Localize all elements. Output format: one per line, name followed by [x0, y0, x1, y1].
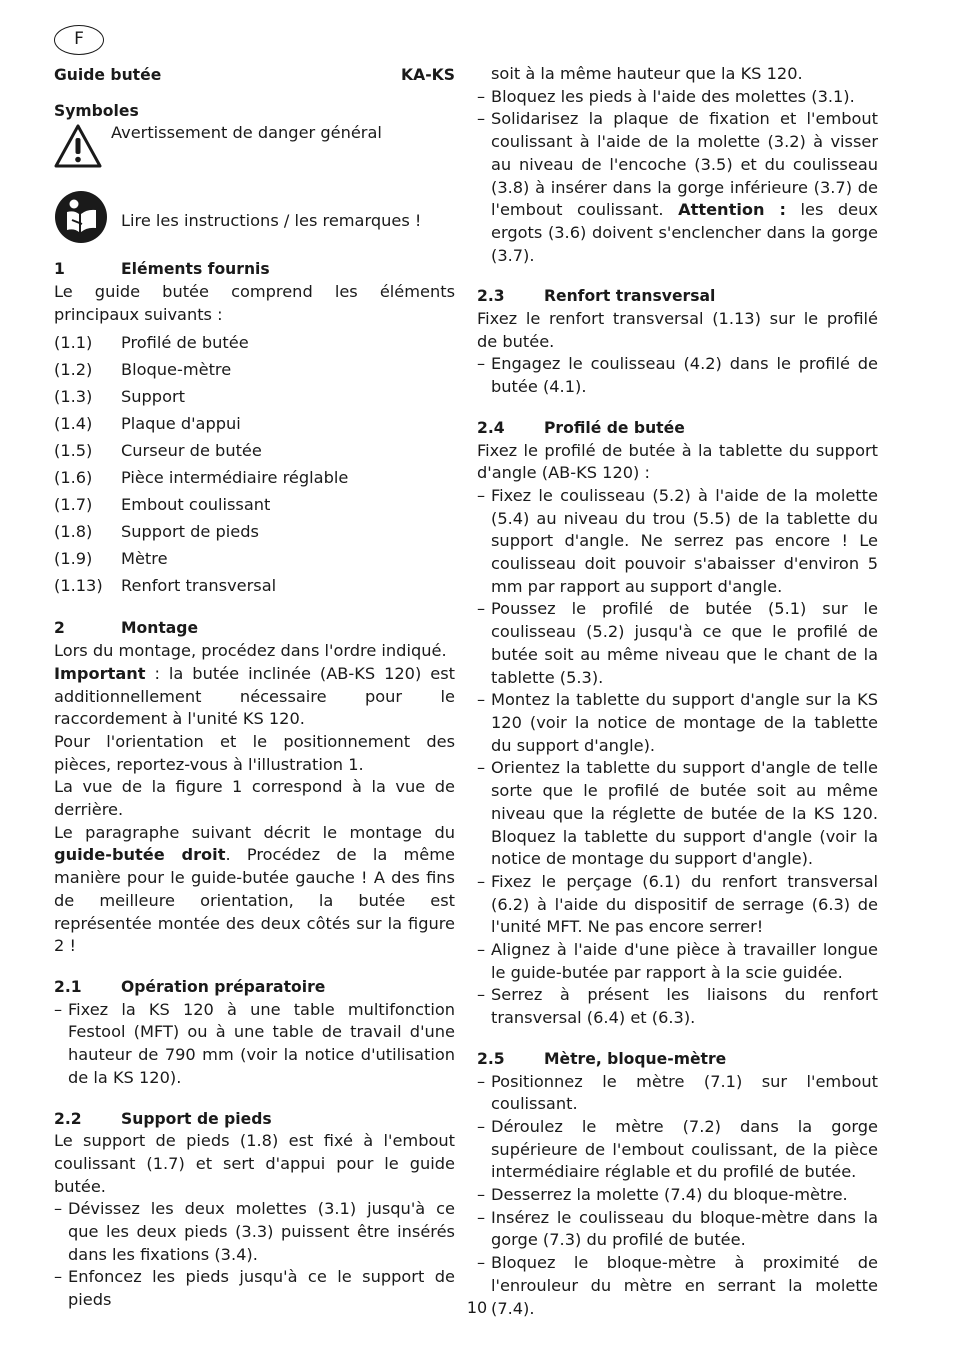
- warning-text: Avertissement de danger général: [111, 123, 382, 143]
- list-item: (1.4) Plaque d'appui: [54, 413, 241, 433]
- list-item: – Orientez la tablette du support d'angle de telle sorte que le profilé de butée soit au même niveau que la réglette de butée de la KS 120. Bloquez la tablette du support d'angle (voir la notice de montage du support d'angle).: [477, 757, 878, 871]
- list-item: – Engagez le coulisseau (4.2) dans le profilé de butée (4.1).: [477, 353, 878, 398]
- important-paragraph: Important : la butée inclinée (AB-KS 120) est additionnellement nécessaire pour le raccordement à l'unité KS 120.: [54, 663, 455, 729]
- list-item: – Serrez à présent les liaisons du renfort transversal (6.4) et (6.3).: [477, 984, 878, 1029]
- section-2-paragraph: Pour l'orientation et le positionnement des pièces, reportez-vous à l'illustration 1.: [54, 731, 455, 774]
- section-2-paragraph: Le paragraphe suivant décrit le montage du guide-butée droit. Procédez de la même manière pour le guide-butée gauche ! A des fins de meilleure orientation, la butée est représentée montée des deux côtés sur la figure 2 !: [54, 822, 455, 956]
- list-item: (1.13) Renfort transversal: [54, 576, 277, 596]
- section-2-1-heading: 2.1 Opération préparatoire: [54, 978, 326, 996]
- read-manual-icon: [54, 190, 108, 244]
- section-2-paragraph: La vue de la figure 1 correspond à la vue de derrière.: [54, 777, 455, 820]
- parts-list: [54, 329, 455, 600]
- list-item: – Montez la tablette du support d'angle sur la KS 120 (voir la notice de montage de la tablette du support d'angle).: [477, 689, 878, 757]
- read-instructions-text: Lire les instructions / les remarques !: [121, 211, 422, 231]
- list-item: – Solidarisez la plaque de fixation et l'embout coulissant à l'aide de la molette (3.2) à visser au niveau de l'encoche (3.5) et du coulisseau (3.8) à insérer dans la gorge inférieure (3.7) de l'embout coulissant. Attention : les deux ergots (3.6) doivent s'enclencher dans la gorge (3.7).: [477, 108, 878, 267]
- page-number: 10: [466, 1298, 488, 1317]
- list-item: – Enfoncez les pieds jusqu'à ce le support de pieds: [54, 1266, 455, 1311]
- list-item: (1.8) Support de pieds: [54, 522, 259, 542]
- left-column: [54, 64, 455, 1312]
- list-item: (1.2) Bloque-mètre: [54, 359, 232, 379]
- language-badge: F: [54, 25, 104, 55]
- list-item: (1.1) Profilé de butée: [54, 332, 249, 352]
- list-item: – Alignez à l'aide d'une pièce à travailler longue le guide-butée par rapport à la scie guidée.: [477, 939, 878, 984]
- right-column: [477, 63, 878, 1320]
- list-item: (1.3) Support: [54, 386, 185, 406]
- section-1-heading: 1 Eléments fournis: [54, 260, 270, 279]
- document-title: Guide butée: [54, 66, 162, 84]
- list-item: – Fixez le coulisseau (5.2) à l'aide de la molette (5.4) au niveau du trou (5.5) de la tablette du support d'angle. Ne serrez pas encore ! Le coulisseau doit pouvoir s'abaisser d'environ 5 mm par rapport au support d'angle.: [477, 485, 878, 599]
- warning-symbol-row: [54, 122, 455, 184]
- list-item: – Déroulez le mètre (7.2) dans la gorge supérieure de l'embout coulissant, de la pièce intermédiaire réglable et du profilé de butée.: [477, 1116, 878, 1184]
- list-item: (1.5) Curseur de butée: [54, 440, 262, 460]
- model-code: KA-KS: [401, 66, 455, 84]
- list-item: (1.9) Mètre: [54, 549, 168, 569]
- list-item: (1.6) Pièce intermédiaire réglable: [54, 467, 349, 487]
- section-1-intro: Le guide butée comprend les éléments principaux suivants :: [54, 282, 455, 324]
- list-item: – Bloquez les pieds à l'aide des molettes (3.1).: [477, 86, 878, 109]
- list-item: – Fixez le perçage (6.1) du renfort transversal (6.2) à l'aide du dispositif de serrage (6.3) de l'unité MFT. Ne pas encore serrer!: [477, 871, 878, 939]
- section-2-2-heading: 2.2 Support de pieds: [54, 1109, 272, 1128]
- list-item: – Desserrez la molette (7.4) du bloque-mètre.: [477, 1184, 878, 1207]
- list-item-continuation: soit à la même hauteur que la KS 120.: [491, 64, 803, 83]
- list-item: – Fixez la KS 120 à une table multifonction Festool (MFT) ou à une table de travail d'une hauteur de 790 mm (voir la notice d'utilisation de la KS 120).: [54, 999, 455, 1090]
- section-2-5-heading: 2.5 Mètre, bloque-mètre: [477, 1049, 727, 1068]
- list-item: – Poussez le profilé de butée (5.1) sur le coulisseau (5.2) jusqu'à ce que le profilé de butée soit au même niveau que le chant de la tablette (5.3).: [477, 598, 878, 689]
- list-item: – Positionnez le mètre (7.1) sur l'embout coulissant.: [477, 1071, 878, 1116]
- warning-triangle-icon: [54, 124, 102, 168]
- list-item: – Bloquez le bloque-mètre à proximité de l'enrouleur du mètre en serrant la molette (7.4).: [477, 1252, 878, 1320]
- section-2-3-heading: 2.3 Renfort transversal: [477, 287, 716, 306]
- section-2-2-paragraph: Le support de pieds (1.8) est fixé à l'embout coulissant (1.7) et sert d'appui pour le guide butée.: [54, 1131, 455, 1196]
- section-2-3-paragraph: Fixez le renfort transversal (1.13) sur le profilé de butée.: [477, 309, 878, 351]
- section-2-4-heading: 2.4 Profilé de butée: [477, 418, 685, 437]
- list-item: – Insérez le coulisseau du bloque-mètre dans la gorge (7.3) du profilé de butée.: [477, 1207, 878, 1252]
- section-2-4-paragraph: Fixez le profilé de butée à la tablette du support d'angle (AB-KS 120) :: [477, 440, 878, 483]
- section-2-heading: 2 Montage: [54, 619, 199, 638]
- read-manual-symbol-row: [54, 184, 455, 248]
- symbols-heading: Symboles: [54, 101, 139, 120]
- document-header: [54, 64, 455, 87]
- list-item: – Dévissez les deux molettes (3.1) jusqu'à ce que les deux pieds (3.3) puissent être insérés dans les fixations (3.4).: [54, 1198, 455, 1266]
- section-2-paragraph: Lors du montage, procédez dans l'ordre indiqué.: [54, 641, 447, 661]
- list-item: (1.7) Embout coulissant: [54, 495, 271, 515]
